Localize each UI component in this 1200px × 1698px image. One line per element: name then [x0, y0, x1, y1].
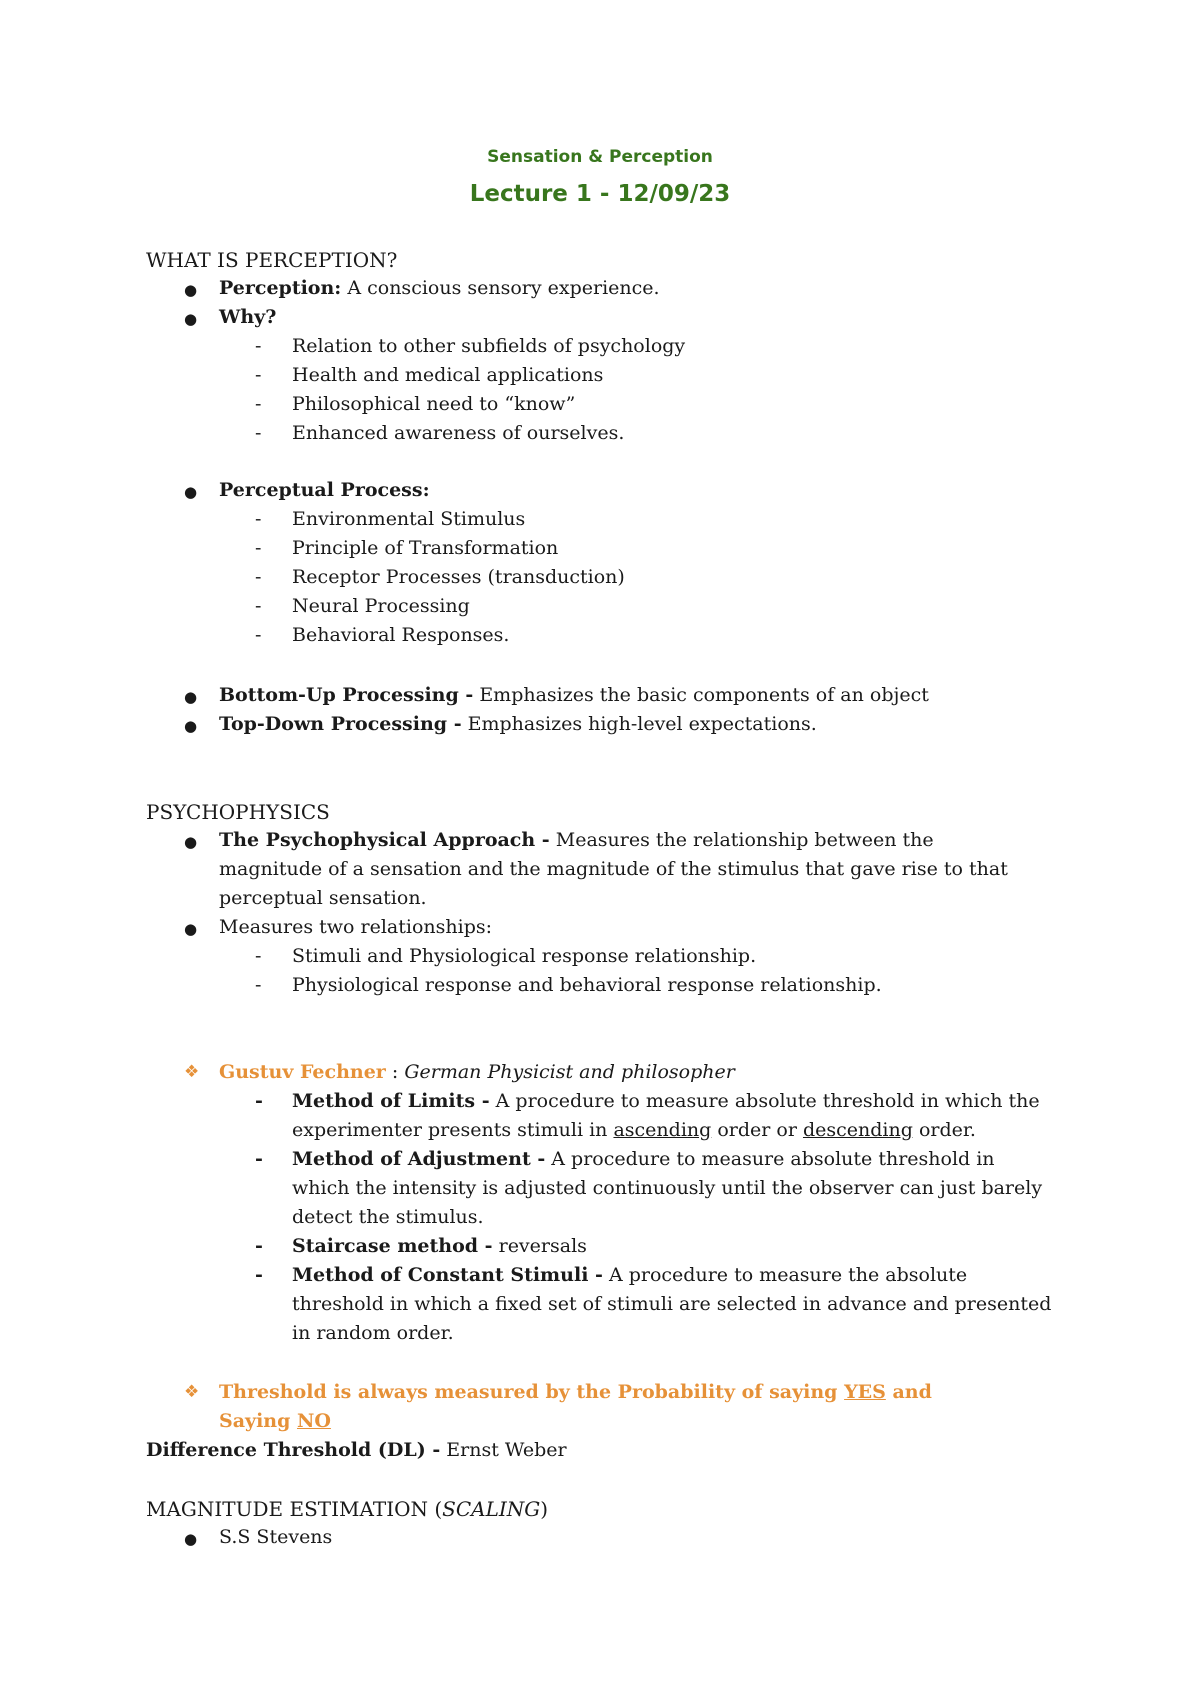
dash-marker: -	[255, 508, 262, 530]
sub-item: Philosophical need to “know”	[292, 393, 576, 415]
definition: A procedure to measure the absolute	[608, 1264, 968, 1286]
lecture-title: Lecture 1 - 12/09/23	[469, 181, 731, 207]
difference-threshold: Difference Threshold (DL) - Ernst Weber	[146, 1439, 567, 1461]
list-item-continued: magnitude of a sensation and the magnitude of the stimulus that gave rise to that	[219, 858, 1008, 880]
sub-item	[292, 1150, 995, 1169]
list-item	[219, 686, 929, 705]
term: Top-Down Processing -	[219, 713, 462, 735]
sub-item: Enhanced awareness of ourselves.	[292, 422, 625, 444]
definition: Emphasizes the basic components of an object	[479, 684, 929, 706]
sub-item: Physiological response and behavioral response relationship.	[292, 974, 882, 996]
section-heading-perception: WHAT IS PERCEPTION?	[146, 248, 398, 272]
list-item: S.S Stevens	[219, 1526, 333, 1548]
sub-item	[292, 1092, 1040, 1111]
dash-marker: -	[255, 1148, 263, 1170]
sub-item: Principle of Transformation	[292, 537, 559, 559]
dash-marker: -	[255, 945, 262, 967]
dash-marker: -	[255, 1264, 263, 1286]
diamond-bullet-icon: ❖	[184, 1062, 200, 1082]
term: Method of Limits -	[292, 1090, 490, 1112]
dash-marker: -	[255, 335, 262, 357]
dash-marker: -	[255, 566, 262, 588]
term: Method of Adjustment -	[292, 1148, 546, 1170]
course-title: Sensation & Perception	[487, 147, 713, 167]
dash-marker: -	[255, 974, 262, 996]
list-item: Perceptual Process:	[219, 479, 430, 501]
sub-item-continued: detect the stimulus.	[292, 1206, 484, 1228]
list-item	[219, 279, 660, 298]
list-item: Measures two relationships:	[219, 916, 493, 938]
dash-marker: -	[255, 1090, 263, 1112]
description: German Physicist and philosopher	[404, 1061, 735, 1083]
bullet-icon: ●	[184, 920, 198, 938]
definition: A procedure to measure absolute threshold in	[551, 1148, 995, 1170]
dash-marker: -	[255, 537, 262, 559]
definition: Emphasizes high-level expectations.	[467, 713, 817, 735]
dash-marker: -	[255, 624, 262, 646]
term: Perception:	[219, 277, 342, 299]
threshold-note: Threshold is always measured by the Probability of saying YES and	[219, 1381, 932, 1403]
bullet-icon: ●	[184, 483, 198, 501]
definition: reversals	[498, 1235, 587, 1257]
term: Method of Constant Stimuli -	[292, 1264, 603, 1286]
sub-item	[292, 1266, 967, 1285]
list-item	[219, 715, 817, 734]
term: The Psychophysical Approach -	[219, 829, 550, 851]
term: Bottom-Up Processing -	[219, 684, 474, 706]
bullet-icon: ●	[184, 833, 198, 851]
dash-marker: -	[255, 364, 262, 386]
definition: Measures the relationship between the	[555, 829, 934, 851]
list-item-continued: perceptual sensation.	[219, 887, 427, 909]
sub-item: Neural Processing	[292, 595, 470, 617]
bullet-icon: ●	[184, 281, 198, 299]
list-item: Gustuv Fechner : German Physicist and philosopher	[219, 1061, 735, 1083]
dash-marker: -	[255, 393, 262, 415]
list-item	[219, 831, 934, 850]
definition: A conscious sensory experience.	[347, 277, 660, 299]
section-heading-magnitude: MAGNITUDE ESTIMATION (SCALING)	[146, 1497, 549, 1521]
sub-item: Receptor Processes (transduction)	[292, 566, 625, 588]
sub-item: Environmental Stimulus	[292, 508, 526, 530]
sub-item-continued: threshold in which a fixed set of stimuli are selected in advance and presented	[292, 1293, 1052, 1315]
bullet-icon: ●	[184, 688, 198, 706]
bullet-icon: ●	[184, 1530, 198, 1548]
dash-marker: -	[255, 422, 262, 444]
term: Staircase method -	[292, 1235, 493, 1257]
sub-item	[292, 1237, 587, 1256]
definition: A procedure to measure absolute threshold in which the	[495, 1090, 1040, 1112]
sub-item: Relation to other subfields of psychology	[292, 335, 686, 357]
dash-marker: -	[255, 1235, 263, 1257]
sub-item-continued: which the intensity is adjusted continuously until the observer can just barely	[292, 1177, 1043, 1199]
sub-item-continued: experimenter presents stimuli in ascending order or descending order.	[292, 1119, 976, 1141]
bullet-icon: ●	[184, 717, 198, 735]
list-item: Why?	[219, 306, 277, 328]
sub-item: Health and medical applications	[292, 364, 604, 386]
threshold-note-continued: Saying NO	[219, 1410, 331, 1432]
sub-item: Behavioral Responses.	[292, 624, 510, 646]
dash-marker: -	[255, 595, 262, 617]
diamond-bullet-icon: ❖	[184, 1382, 200, 1402]
person-name: Gustuv Fechner	[219, 1061, 386, 1083]
sub-item: Stimuli and Physiological response relationship.	[292, 945, 757, 967]
section-heading-psychophysics: PSYCHOPHYSICS	[146, 800, 330, 824]
bullet-icon: ●	[184, 310, 198, 328]
sub-item-continued: in random order.	[292, 1322, 454, 1344]
